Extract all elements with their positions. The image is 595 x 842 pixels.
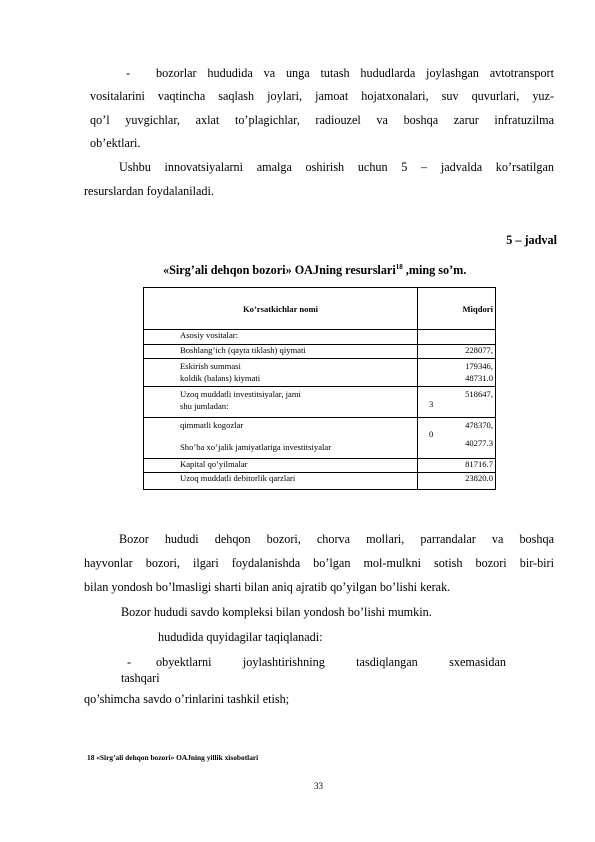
table-header-row xyxy=(144,288,496,330)
row-value xyxy=(418,330,496,345)
para1-line-2: vositalarini vaqtincha saqlash joylari, jamoat hojatxonalari, suv quvurlari, yuz- xyxy=(90,89,554,103)
para1-dash: - xyxy=(126,66,131,80)
row-value: 518647, 3 xyxy=(418,387,496,418)
row-value: 179346, 48731.0 xyxy=(418,359,496,387)
row-name: Uzoq muddatli investitsiyalar, jami shu jumladan: xyxy=(144,387,418,418)
para1-line-1: bozorlar hududida va unga tutash hududlarda joylashgan avtotransport xyxy=(156,66,554,80)
table-title-unit: ,ming so’m. xyxy=(402,263,467,278)
table-row xyxy=(144,387,496,418)
table-title-footnote-ref: 18 xyxy=(395,263,403,271)
para1-line-4: ob’ektlari. xyxy=(90,136,141,150)
bullet-line-1: obyektlarni joylashtirishning tasdiqlangan sxemasidan xyxy=(156,655,506,669)
row-name: Eskirish summasi koldik (balans) kiymati xyxy=(144,359,418,387)
para4: Bozor hududi savdo kompleksi bilan yondosh bo’lishi mumkin. xyxy=(121,605,432,619)
para3-line-2: hayvonlar bozori, ilgari foydalanishda bo’lgan mol-mulkni sotish bozori bir-biri xyxy=(84,556,554,570)
table-row xyxy=(144,330,496,345)
row-value: 23820.0 xyxy=(418,473,496,490)
table-title xyxy=(163,260,466,277)
table-label: 5 – jadval xyxy=(506,233,557,247)
para1-line-3: qo’l yuvgichlar, axlat to’plagichlar, radiouzel va boshqa zarur infratuzilma xyxy=(90,113,554,127)
row-value: 478370, 0 40277.3 xyxy=(418,418,496,459)
header-name: Ko’rsatkichlar nomi xyxy=(144,288,418,330)
table-row xyxy=(144,418,496,459)
row-name: Boshlang’ich (qayta tiklash) qiymati xyxy=(144,345,418,359)
para3-line-3: bilan yondosh bo’lmasligi sharti bilan aniq ajratib qo’yilgan bo’lishi kerak. xyxy=(84,580,451,594)
row-name: Uzoq muddatli debitorlik qarzlari xyxy=(144,473,418,490)
bullet-dash: - xyxy=(127,655,132,669)
row-name: Asosiy vositalar: xyxy=(144,330,418,345)
header-value: Miqdori xyxy=(418,288,496,330)
page-number: 33 xyxy=(314,781,323,791)
para2-line-2: resurslardan foydalaniladi. xyxy=(84,184,214,198)
footnote: 18 «Sirg’ali dehqon bozori» OAJning yillik xisobotlari xyxy=(87,753,259,762)
table-row xyxy=(144,459,496,473)
table-row xyxy=(144,359,496,387)
para5: hududida quyidagilar taqiqlanadi: xyxy=(158,630,323,644)
bullet-line-3: qo’shimcha savdo o’rinlarini tashkil etish; xyxy=(84,692,290,706)
row-value: 228077, xyxy=(418,345,496,359)
bullet-line-2: tashqari xyxy=(121,671,160,685)
row-value: 81716.7 xyxy=(418,459,496,473)
para3-line-1: Bozor hududi dehqon bozori, chorva mollari, parrandalar va boshqa xyxy=(119,532,554,546)
row-name: Kapital qo’yilmalar xyxy=(144,459,418,473)
para2-line-1: Ushbu innovatsiyalarni amalga oshirish uchun 5 – jadvalda ko’rsatilgan xyxy=(119,160,554,174)
table-row xyxy=(144,473,496,490)
resources-table xyxy=(143,287,496,490)
table-title-text: «Sirg’ali dehqon bozori» OAJning resurslari xyxy=(163,263,396,278)
table-row xyxy=(144,345,496,359)
row-name: qimmatli kogozlar Sho’ba xo’jalik jamiyatlariga investitsiyalar xyxy=(144,418,418,459)
